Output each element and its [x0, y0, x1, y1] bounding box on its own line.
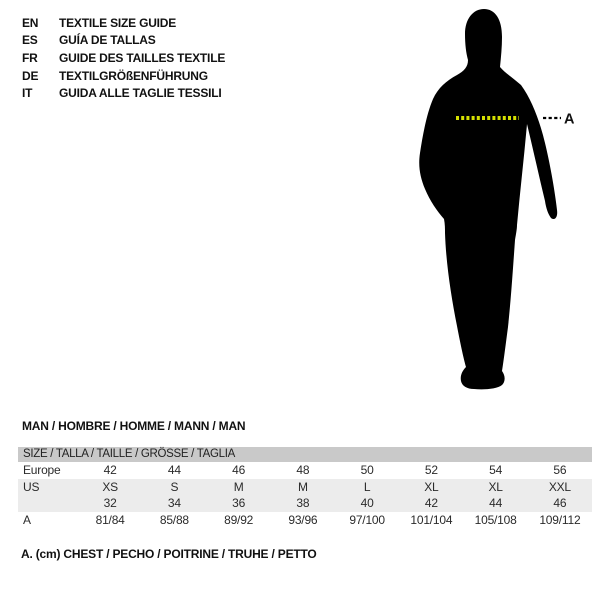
language-guide-title: TEXTILE SIZE GUIDE: [59, 15, 177, 30]
size-cell: 48: [296, 463, 310, 478]
size-cell: 109/112: [539, 512, 581, 527]
size-cell: 93/96: [288, 512, 318, 527]
language-code: EN: [22, 15, 39, 30]
size-cell: 52: [424, 463, 438, 478]
language-guide-title: GUÍA DE TALLAS: [59, 33, 156, 48]
size-table-row: [18, 462, 592, 479]
size-cell: 89/92: [224, 512, 254, 527]
size-cell: 42: [103, 463, 117, 478]
size-cell: 32: [103, 496, 117, 511]
measure-label-a: A: [564, 111, 575, 128]
size-cell: M: [297, 479, 308, 494]
language-row: [22, 84, 225, 102]
size-cell: XS: [102, 479, 118, 494]
language-row: [22, 49, 225, 67]
size-cell: 34: [167, 496, 181, 511]
size-table-row: [18, 479, 592, 496]
size-cell: 38: [296, 496, 310, 511]
language-guide-title: TEXTILGRÖßENFÜHRUNG: [59, 68, 208, 83]
size-cell: 101/104: [410, 512, 453, 527]
size-cell: 42: [424, 496, 438, 511]
size-cell: 44: [489, 496, 503, 511]
size-cell: 54: [489, 463, 503, 478]
measurement-footnote: A. (cm) CHEST / PECHO / POITRINE / TRUHE / PETTO: [21, 547, 317, 561]
size-row-label: Europe: [23, 463, 61, 478]
language-code: IT: [22, 86, 33, 101]
size-cell: 44: [167, 463, 181, 478]
size-cell: 81/84: [95, 512, 125, 527]
size-table-row: [18, 495, 592, 512]
size-table-header: SIZE / TALLA / TAILLE / GRÖSSE / TAGLIA: [18, 447, 592, 462]
language-code: ES: [22, 33, 38, 48]
size-row-label: A: [23, 512, 31, 527]
language-guide-title: GUIDA ALLE TAGLIE TESSILI: [59, 86, 222, 101]
language-row: [22, 67, 225, 85]
language-row: [22, 14, 225, 32]
size-cell: L: [363, 479, 371, 494]
size-cell: 46: [232, 463, 246, 478]
language-row: [22, 32, 225, 50]
size-cell: XXL: [548, 479, 571, 494]
size-cell: 85/88: [159, 512, 189, 527]
size-cell: XL: [424, 479, 439, 494]
size-table: [18, 462, 592, 528]
size-cell: 50: [360, 463, 374, 478]
size-row-label: US: [23, 479, 40, 494]
size-cell: 36: [232, 496, 246, 511]
size-cell: 40: [360, 496, 374, 511]
size-cell: 46: [553, 496, 567, 511]
language-list: [22, 14, 225, 102]
man-silhouette: [419, 9, 557, 389]
size-cell: S: [170, 479, 179, 494]
size-cell: 56: [553, 463, 567, 478]
gender-section-title: MAN / HOMBRE / HOMME / MANN / MAN: [22, 419, 246, 433]
man-silhouette-figure: [400, 0, 600, 410]
language-code: FR: [22, 50, 38, 65]
size-table-row: [18, 512, 592, 529]
size-cell: 97/100: [349, 512, 385, 527]
size-cell: M: [233, 479, 244, 494]
language-guide-title: GUIDE DES TAILLES TEXTILE: [59, 50, 226, 65]
language-code: DE: [22, 68, 39, 83]
size-cell: 105/108: [474, 512, 517, 527]
size-cell: XL: [488, 479, 503, 494]
